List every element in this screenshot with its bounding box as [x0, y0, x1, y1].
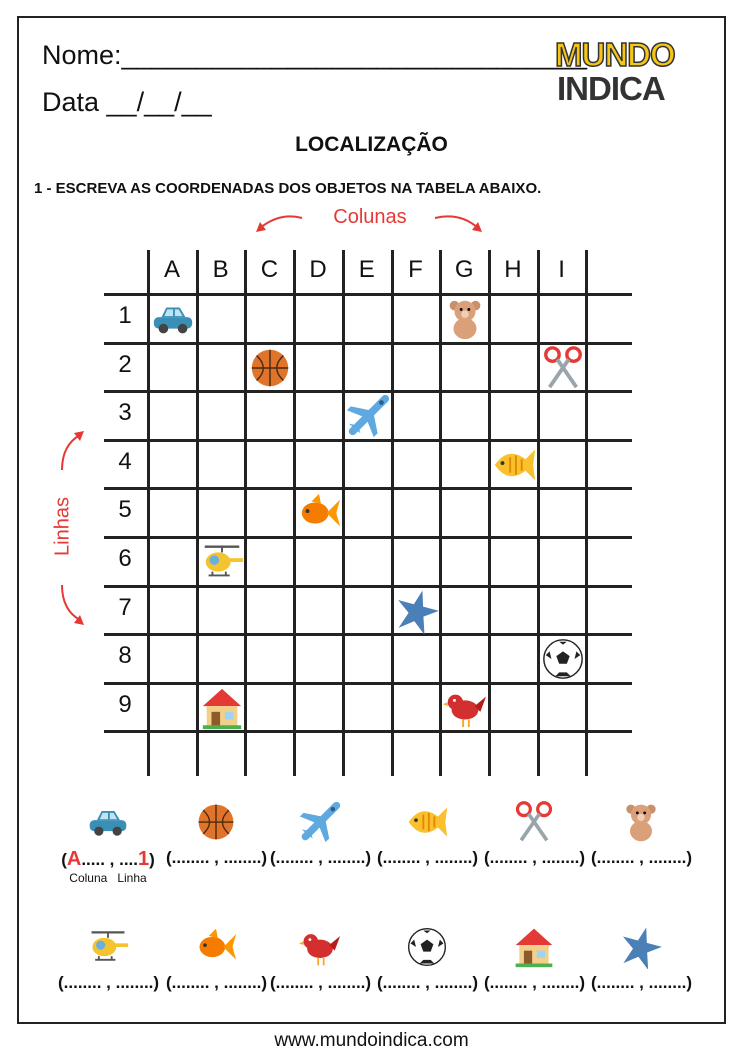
answer-item [270, 800, 370, 868]
grid-row-line [104, 439, 632, 442]
grid-teddy-bear-icon [442, 296, 488, 342]
grid-row-line [104, 487, 632, 490]
caption-column: Coluna [69, 871, 108, 885]
answer-item [591, 800, 691, 868]
answer-item [166, 925, 266, 993]
answer-basketball-icon [194, 800, 238, 844]
grid-object-house [199, 685, 245, 731]
grid-row-line [104, 730, 632, 733]
column-label: C [260, 256, 279, 283]
grid-row-line [104, 536, 632, 539]
answer-item [484, 925, 584, 993]
footer-url: www.mundoindica.com [274, 1030, 469, 1051]
answer-helicopter-icon [86, 925, 130, 969]
answer-blank[interactable]: (........ , ........) [484, 848, 586, 867]
answer-car-icon [86, 800, 130, 844]
row-label: 7 [118, 593, 132, 621]
caption-row: Linha [117, 871, 147, 885]
grid-column-line [342, 250, 345, 776]
grid-object-starfish [394, 588, 440, 634]
grid-column-line [585, 250, 588, 776]
grid-column-line [244, 250, 247, 776]
column-label: I [558, 256, 565, 283]
grid-column-line [391, 250, 394, 776]
answer-item [166, 800, 266, 868]
answer-starfish-icon [619, 925, 663, 969]
answer-blank[interactable]: (........ , ........) [484, 973, 586, 992]
date-field-label: Data __/__/__ [42, 87, 212, 117]
grid-object-helicopter [199, 539, 245, 585]
grid-object-car [150, 296, 196, 342]
grid-object-bird [442, 685, 488, 731]
answer-item: (A..... , ....1) Coluna Linha [58, 800, 158, 885]
grid-scissors-icon [540, 345, 586, 391]
instruction: 1 - ESCREVA AS COORDENADAS DOS OBJETOS NA TABELA ABAIXO. [34, 180, 542, 197]
grid-house-icon [199, 685, 245, 731]
column-label: B [212, 256, 229, 283]
column-label: E [358, 256, 375, 283]
logo-line1: MUNDO [555, 36, 675, 73]
answer-blank[interactable]: (........ , ........) [377, 973, 479, 992]
answer-scissors-icon [512, 800, 556, 844]
answer-item [58, 925, 158, 993]
grid-bird-icon [442, 685, 488, 731]
grid-object-yellow-fish [491, 442, 537, 488]
row-label: 9 [118, 690, 132, 718]
answer-item [270, 925, 370, 993]
row-label: 2 [118, 350, 132, 378]
grid-object-teddy-bear [442, 296, 488, 342]
answer-item [484, 800, 584, 868]
answer-blank[interactable]: (........ , ........) [377, 848, 479, 867]
answer-blank[interactable]: (........ , ........) [270, 848, 372, 867]
grid-column-line [488, 250, 491, 776]
row-label: 8 [118, 642, 132, 670]
mundo-indica-logo [555, 36, 715, 106]
column-label: H [504, 256, 522, 283]
name-field-label: Nome:_______________________________ [42, 40, 588, 70]
rows-label: Linhas [51, 497, 74, 556]
answer-blank[interactable]: (........ , ........) [166, 973, 268, 992]
example-column-answer: A [66, 848, 82, 870]
answer-blank[interactable]: (........ , ........) [166, 848, 268, 867]
columns-label: Colunas [333, 206, 407, 228]
answer-bird-icon [298, 925, 342, 969]
answer-yellow-fish-icon [405, 800, 449, 844]
answer-blank[interactable]: (........ , ........) [270, 973, 372, 992]
row-label: 1 [118, 302, 132, 329]
answer-blank[interactable]: (........ , ........) [591, 973, 693, 992]
grid-helicopter-icon [199, 539, 245, 585]
answer-house-icon [512, 925, 556, 969]
grid-object-scissors [540, 345, 586, 391]
answer-item [591, 925, 691, 993]
answer-soccer-ball-icon [405, 925, 449, 969]
grid-row-line [104, 682, 632, 685]
column-label: G [454, 256, 474, 283]
example-row-answer: 1 [138, 848, 150, 870]
grid-column-line [537, 250, 540, 776]
answer-blank[interactable]: (........ , ........) [58, 973, 160, 992]
grid-object-soccer-ball [540, 636, 586, 682]
logo-line2: INDICA [557, 70, 665, 107]
answer-item [377, 800, 477, 868]
grid-row-line [104, 585, 632, 588]
answer-teddy-bear-icon [619, 800, 663, 844]
grid-object-goldfish [296, 490, 342, 536]
answer-item [377, 925, 477, 993]
column-label: A [163, 256, 180, 283]
grid-object-basketball [247, 345, 293, 391]
row-label: 5 [118, 496, 132, 524]
answer-blank[interactable]: (........ , ........) [591, 848, 693, 867]
answer-goldfish-icon [194, 925, 238, 969]
grid-goldfish-icon [296, 490, 342, 536]
grid-starfish-icon [394, 588, 440, 634]
row-label: 6 [118, 545, 132, 572]
grid-soccer-ball-icon [540, 636, 586, 682]
example-caption [58, 871, 158, 885]
grid-car-icon [150, 296, 196, 342]
grid-basketball-icon [247, 345, 293, 391]
row-label: 4 [118, 447, 132, 475]
grid-airplane-icon [345, 393, 391, 439]
page-title: LOCALIZAÇÃO [295, 133, 448, 156]
grid-object-airplane [345, 393, 391, 439]
answer-airplane-icon [298, 800, 342, 844]
column-label: F [408, 256, 423, 283]
row-label: 3 [118, 399, 132, 427]
grid-yellow-fish-icon [491, 442, 537, 488]
column-label: D [309, 256, 327, 283]
